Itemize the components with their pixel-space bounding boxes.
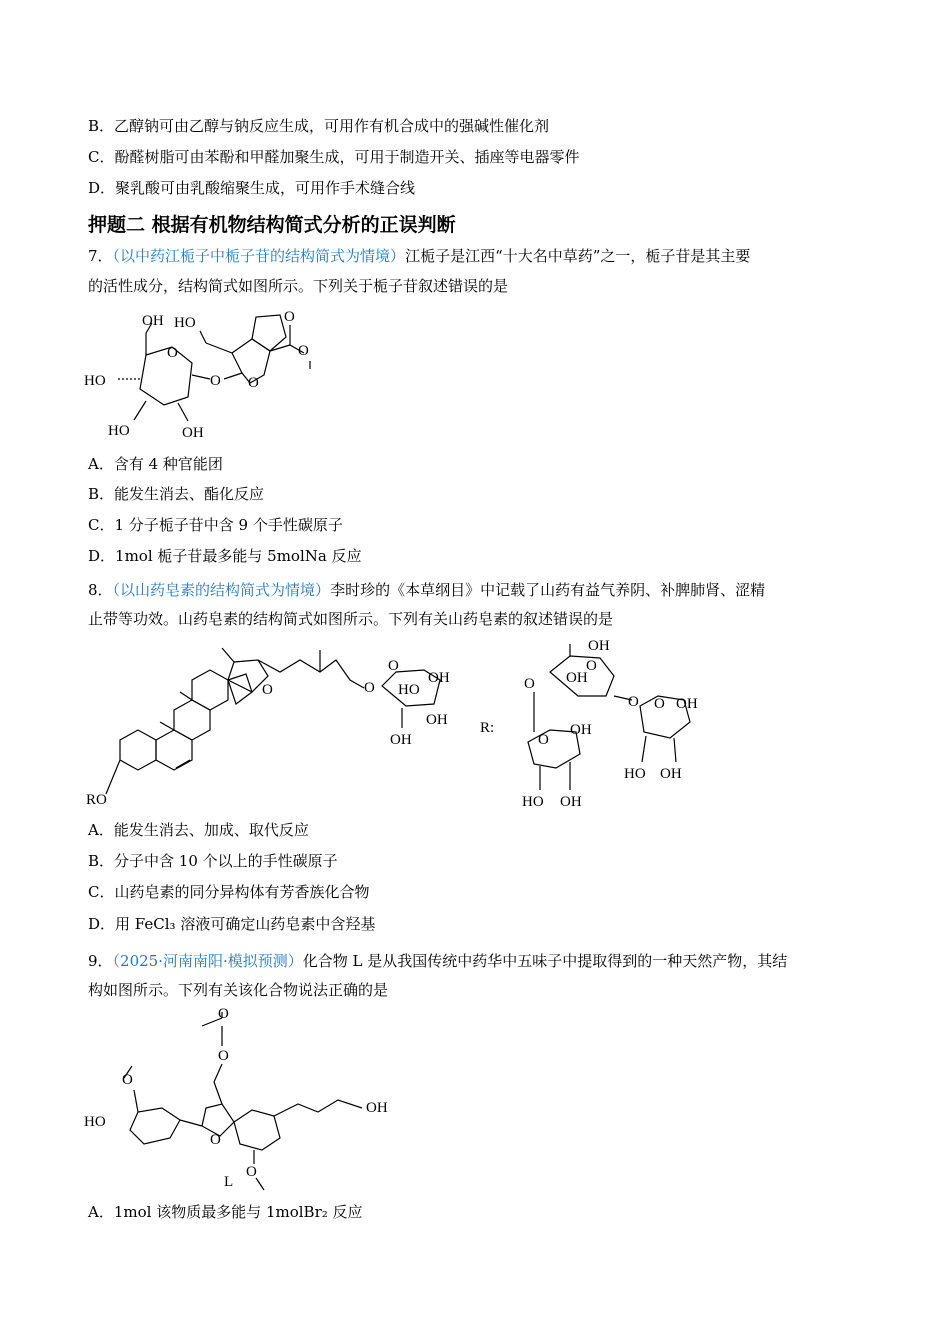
q7-source: （以中药江栀子中栀子苷的结构简式为情境） [112, 247, 406, 265]
q8-label-furan-o: O [262, 682, 273, 698]
q8-label-r-o-right: O [628, 694, 639, 710]
q8-label-r-o-left: O [524, 676, 535, 692]
q7-label-glycoside-o: O [210, 373, 221, 389]
q9-label-oh: OH [366, 1100, 388, 1116]
q6-option-d: D．聚乳酸可由乳酸缩聚生成，可用作手术缝合线 [88, 179, 416, 197]
q7-label-ester-o: O [298, 343, 309, 359]
q7-option-b: B．能发生消去、酯化反应 [88, 485, 265, 503]
q8-label-oh-8: OH [676, 696, 698, 712]
q7-label-oh-bottom: OH [182, 425, 204, 441]
q8-source: （以山药皂素的结构简式为情境） [112, 581, 331, 599]
q7-option-c: C．1 分子栀子苷中含 9 个手性碳原子 [88, 516, 343, 534]
q9-label-acetyl-o: O [218, 1006, 229, 1022]
q8-label-ho-1: HO [398, 682, 420, 698]
q7-stem-line2: 的活性成分，结构简式如图所示。下列关于栀子苷叙述错误的是 [88, 277, 509, 295]
q9-source: （2025·河南南阳·模拟预测） [112, 952, 303, 970]
q8-number: 8． [88, 581, 113, 599]
q8-option-c: C．山药皂素的同分异构体有芳香族化合物 [88, 883, 370, 901]
q8-r-label: R: [480, 720, 495, 736]
q8-label-oh-9: OH [660, 766, 682, 782]
q8-option-b: B．分子中含 10 个以上的手性碳原子 [88, 852, 338, 870]
q7-label-ring-o: O [167, 345, 178, 361]
q9-label-ho: HO [84, 1114, 106, 1130]
q8-label-oh-6: OH [570, 722, 592, 738]
q9-label-upper-o: O [122, 1072, 133, 1088]
q9-structure-figure [84, 1004, 414, 1196]
q6-option-c: C．酚醛树脂可由苯酚和甲醛加聚生成，可用于制造开关、插座等电器零件 [88, 148, 580, 166]
q8-stem-text1: 李时珍的《本草纲目》中记载了山药有益气养阴、补脾肺肾、涩精 [330, 581, 766, 599]
q7-structure-figure [84, 305, 329, 445]
q9-benzene-right [234, 1110, 280, 1150]
q8-ring-b [156, 730, 192, 770]
q7-option-d: D．1mol 栀子苷最多能与 5molNa 反应 [88, 547, 362, 565]
q8-option-d: D．用 FeCl₃ 溶液可确定山药皂素中含羟基 [88, 915, 376, 933]
q8-stem-line2: 止带等功效。山药皂素的结构简式如图所示。下列有关山药皂素的叙述错误的是 [88, 610, 614, 628]
q8-side-chain [258, 660, 364, 688]
q8-label-ho-2: HO [522, 794, 544, 810]
q8-label-oh-7: OH [560, 794, 582, 810]
section-title: 押题二 根据有机物结构简式分析的正误判断 [88, 214, 456, 236]
q8-ring-a [120, 730, 156, 770]
q8-ring-c [174, 700, 210, 740]
q7-stem-text1: 江栀子是江西“十大名中草药”之一，栀子苷是其主要 [405, 247, 751, 265]
q7-stem-line1 [88, 246, 750, 266]
q8-stem-line1 [88, 580, 765, 600]
q9-label-methoxy-o: O [246, 1164, 257, 1180]
q8-label-glyco-o: O [364, 680, 375, 696]
q7-number: 7． [88, 247, 113, 265]
q8-label-oh-2: OH [426, 712, 448, 728]
q9-number: 9． [88, 952, 113, 970]
q7-label-pyran-o: O [248, 375, 259, 391]
q8-ring-d [192, 670, 228, 710]
q8-label-oh-4: OH [588, 638, 610, 654]
q8-label-right-o: O [654, 696, 665, 712]
q7-label-oh-top: OH [142, 313, 164, 329]
q9-propenyl-chain [274, 1100, 362, 1116]
q9-stem-text1: 化合物 L 是从我国传统中药华中五味子中提取得到的一种天然产物，其结 [302, 952, 788, 970]
q8-label-ho-3: HO [624, 766, 646, 782]
q8-label-sugar-o: O [388, 658, 399, 674]
q8-label-oh-3: OH [390, 732, 412, 748]
q7-label-ho-bottom: HO [108, 423, 130, 439]
q9-stem-line1 [88, 951, 787, 971]
q8-structure-figure [84, 636, 714, 812]
q8-label-lower-o: O [538, 732, 549, 748]
q9-label-furan-o: O [210, 1132, 221, 1148]
q9-option-a: A．1mol 该物质最多能与 1molBr₂ 反应 [88, 1203, 363, 1221]
q6-option-b: B．乙醇钠可由乙醇与钠反应生成，可用作有机合成中的强碱性催化剂 [88, 117, 550, 135]
q8-label-oh-1: OH [428, 670, 450, 686]
q7-sugar-ring [140, 347, 192, 405]
q8-label-oh-5: OH [566, 670, 588, 686]
q7-cyclopentene-ring [252, 315, 286, 351]
q8-ring-e [228, 674, 252, 704]
q9-benzene-left [130, 1108, 180, 1144]
q7-label-carbonyl-o: O [284, 309, 295, 325]
q8-option-a: A．能发生消去、加成、取代反应 [88, 821, 309, 839]
q9-stem-line2: 构如图所示。下列有关该化合物说法正确的是 [88, 981, 389, 999]
q7-label-ho-top: HO [174, 315, 196, 331]
q7-label-ho-left: HO [84, 373, 106, 389]
q7-option-a: A．含有 4 种官能团 [88, 455, 223, 473]
q9-label-l: L [224, 1174, 234, 1190]
q8-label-r-sugar-o: O [586, 658, 597, 674]
q8-label-ro: RO [86, 792, 107, 808]
q9-label-ester-o: O [218, 1048, 229, 1064]
